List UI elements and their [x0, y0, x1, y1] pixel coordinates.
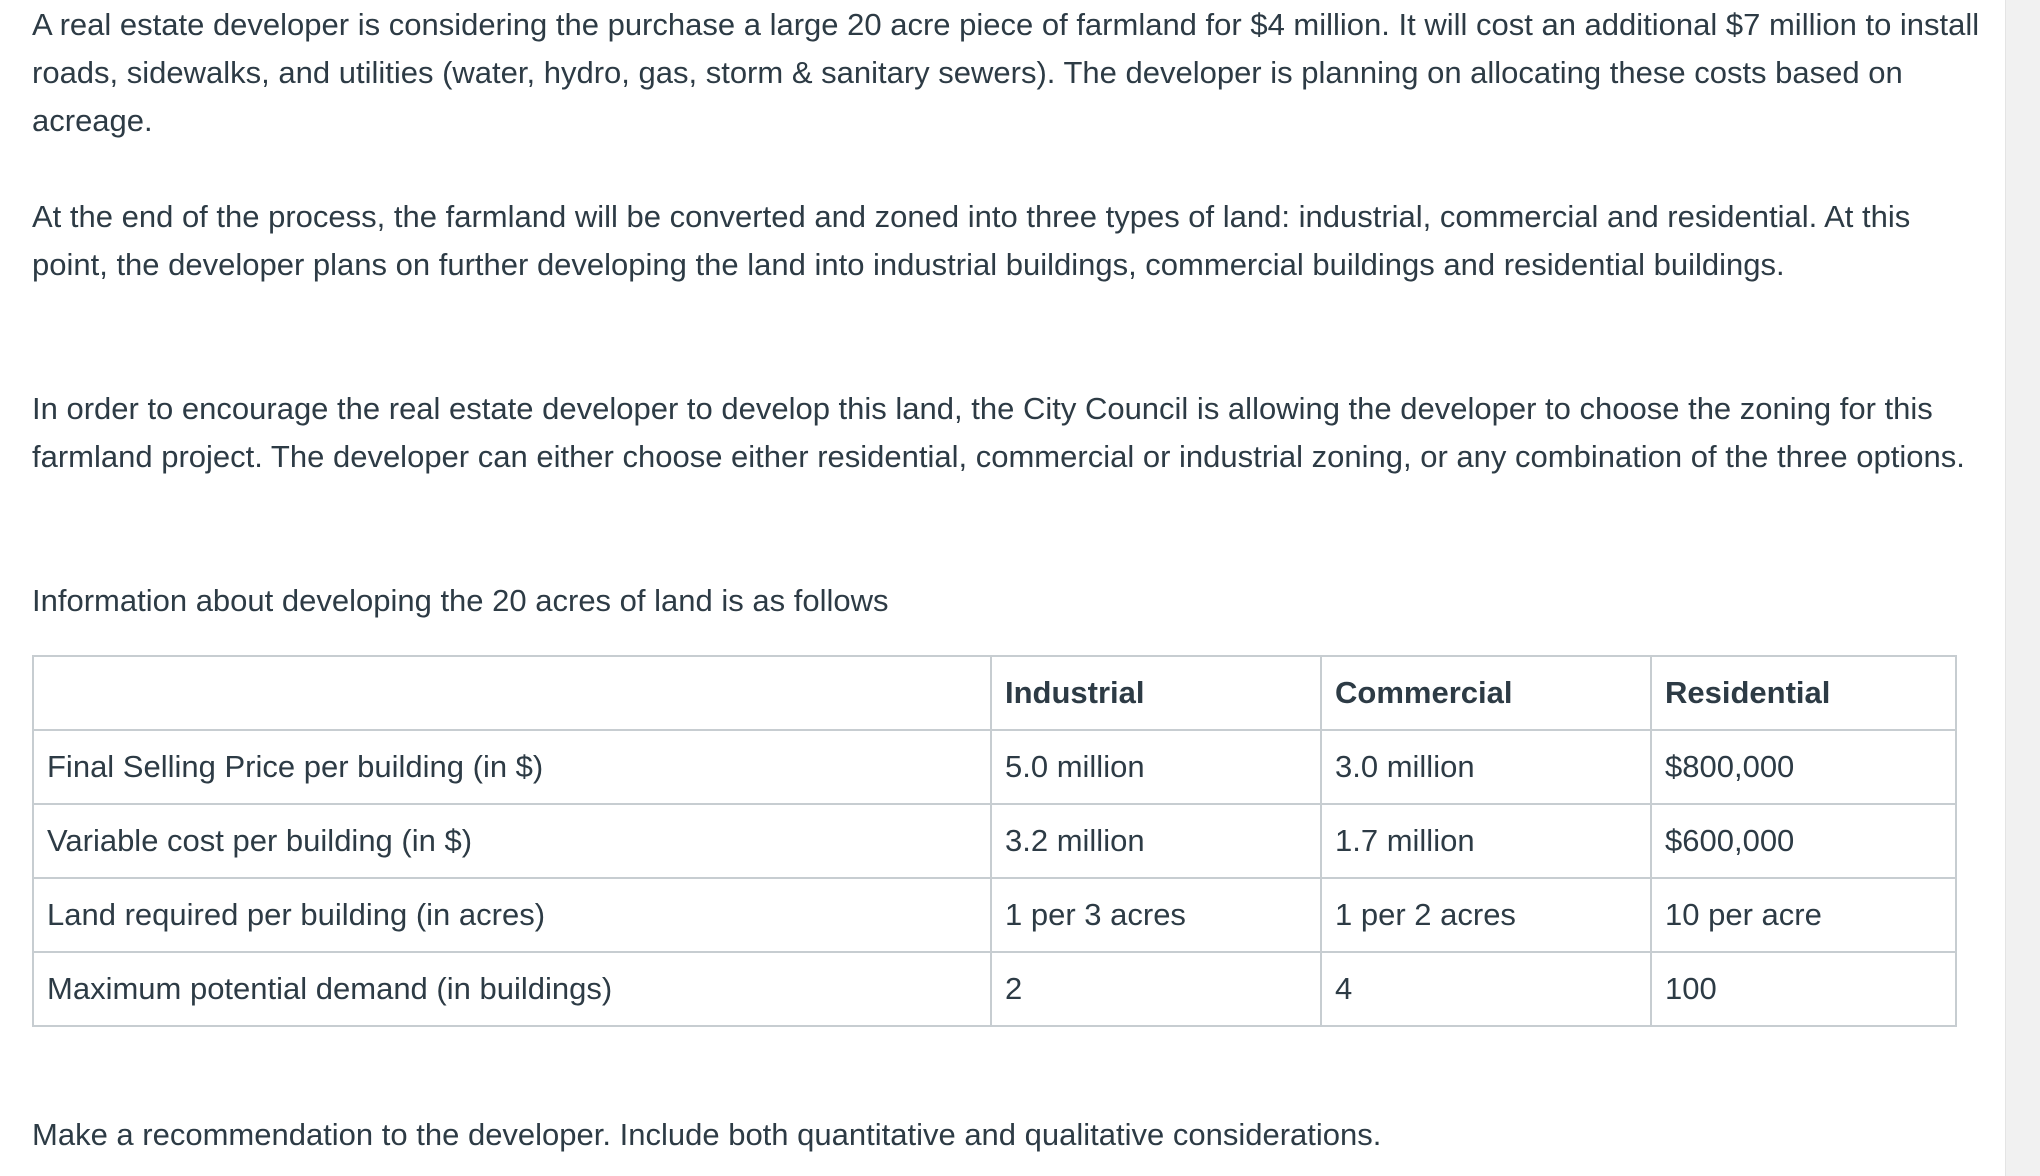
table-row	[33, 878, 1956, 952]
header-cell-empty	[33, 656, 991, 730]
city-council-paragraph: In order to encourage the real estate developer to develop this land, the City Council is allowing the developer to choose the zoning for this farmland project. The developer can either choose either residential, commercial or industrial zoning, or any combination of the three options.	[32, 391, 1965, 474]
vertical-scrollbar[interactable]	[2005, 0, 2040, 1176]
table-header-row	[33, 656, 1956, 730]
table-cell: 3.0 million	[1321, 730, 1651, 804]
table-cell: 10 per acre	[1651, 878, 1956, 952]
table-cell: 3.2 million	[991, 804, 1321, 878]
row-label-selling-price: Final Selling Price per building (in $)	[33, 730, 991, 804]
table-cell: 5.0 million	[991, 730, 1321, 804]
table-cell: 1.7 million	[1321, 804, 1651, 878]
header-cell-commercial: Commercial	[1321, 656, 1651, 730]
table-cell: 2	[991, 952, 1321, 1026]
table-cell: 100	[1651, 952, 1956, 1026]
table-cell: 4	[1321, 952, 1651, 1026]
header-cell-industrial: Industrial	[991, 656, 1321, 730]
table-row	[33, 952, 1956, 1026]
table-cell: 1 per 2 acres	[1321, 878, 1651, 952]
row-label-variable-cost: Variable cost per building (in $)	[33, 804, 991, 878]
recommendation-paragraph: Make a recommendation to the developer. Include both quantitative and qualitative considerations.	[32, 1117, 1382, 1152]
development-info-table	[32, 655, 1957, 1027]
table-cell: $800,000	[1651, 730, 1956, 804]
table-cell: $600,000	[1651, 804, 1956, 878]
table-cell: 1 per 3 acres	[991, 878, 1321, 952]
table-row	[33, 804, 1956, 878]
table-intro-paragraph: Information about developing the 20 acres of land is as follows	[32, 583, 889, 618]
zoning-paragraph: At the end of the process, the farmland will be converted and zoned into three types of land: industrial, commercial and residential. At this point, the developer plans on further developing the land into industrial buildings, commercial buildings and residential buildings.	[32, 199, 1911, 282]
row-label-max-demand: Maximum potential demand (in buildings)	[33, 952, 991, 1026]
table-row	[33, 730, 1956, 804]
intro-paragraph: A real estate developer is considering the purchase a large 20 acre piece of farmland for $4 million. It will cost an additional $7 million to install roads, sidewalks, and utilities (water, hydro, gas, storm & sanitary sewers). The developer is planning on allocating these costs based on acreage.	[32, 7, 1980, 138]
row-label-land-required: Land required per building (in acres)	[33, 878, 991, 952]
header-cell-residential: Residential	[1651, 656, 1956, 730]
